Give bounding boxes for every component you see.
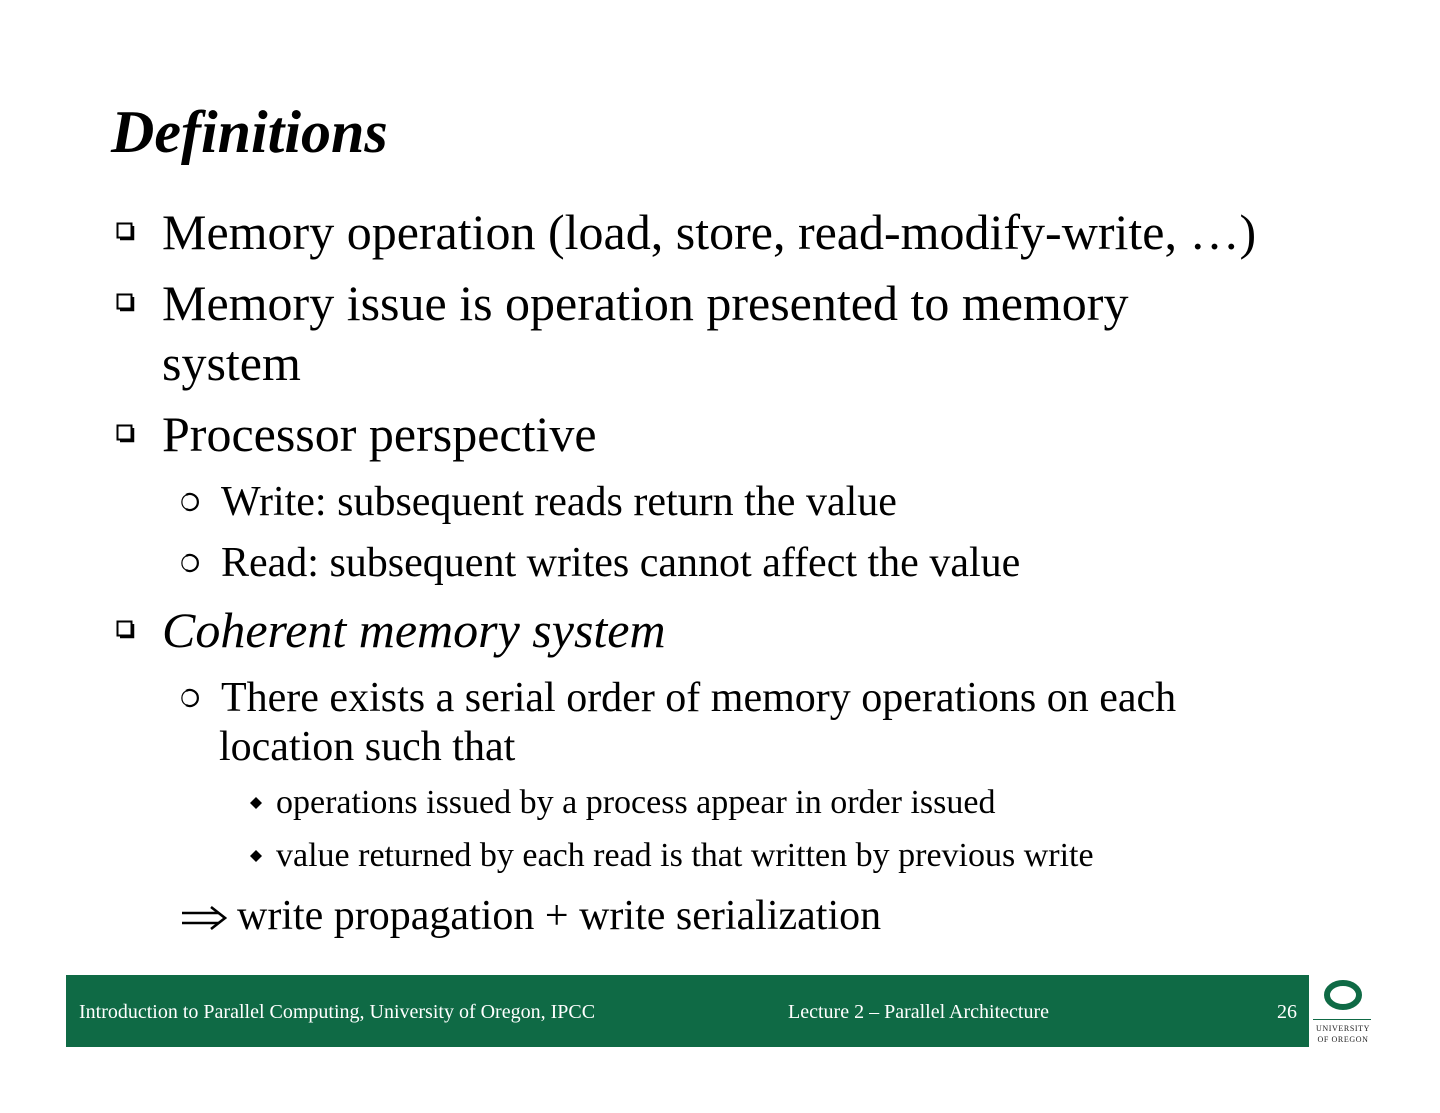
- sub-bullet-write: [221, 477, 897, 527]
- bullet-text: system: [162, 335, 301, 391]
- implies-arrow-icon: [181, 905, 227, 931]
- square-bullet-icon: [116, 620, 136, 640]
- footer-page-number: 26: [1277, 1001, 1297, 1023]
- bullet-processor-perspective: [162, 404, 597, 464]
- university-logo: [1310, 975, 1376, 1047]
- diamond-bullet-icon: [248, 795, 264, 811]
- sub-bullet-serial-order-continuation: [219, 722, 515, 772]
- bullet-text: Memory operation (load, store, read-modify-write, …): [162, 204, 1257, 260]
- circle-bullet-icon: [181, 687, 203, 709]
- circle-bullet-icon: [181, 491, 203, 513]
- logo-text-of-oregon: OF OREGON: [1317, 1035, 1369, 1044]
- sub-bullet-serial-order: [221, 673, 1176, 723]
- bullet-text: Read: subsequent writes cannot affect the value: [221, 540, 1021, 586]
- bullet-text: Write: subsequent reads return the value: [221, 479, 897, 525]
- square-bullet-icon: [116, 222, 136, 242]
- bullet-memory-operation: [162, 202, 1256, 262]
- slide-footer: [66, 975, 1309, 1047]
- logo-text-university: UNIVERSITY: [1316, 1024, 1370, 1033]
- square-bullet-icon: [116, 424, 136, 444]
- circle-bullet-icon: [181, 552, 203, 574]
- bullet-text: Processor perspective: [162, 406, 597, 462]
- bullet-text: Coherent memory system: [162, 602, 666, 658]
- sub-bullet-read: [221, 538, 1020, 588]
- bullet-memory-issue-continuation: [162, 333, 301, 393]
- bullet-text: operations issued by a process appear in order issued: [276, 784, 996, 821]
- implication-line: [181, 891, 881, 941]
- bullet-text: location such that: [219, 724, 516, 770]
- sub-sub-bullet-ops-in-order: [276, 783, 995, 823]
- oregon-o-icon: [1324, 980, 1362, 1010]
- implication-text: write propagation + write serialization: [237, 893, 882, 939]
- slide-title: Definitions: [111, 99, 388, 165]
- bullet-text: There exists a serial order of memory operations on each: [221, 675, 1177, 721]
- footer-course: Introduction to Parallel Computing, University of Oregon, IPCC: [79, 1001, 596, 1023]
- square-bullet-icon: [116, 293, 136, 313]
- footer-lecture: Lecture 2 – Parallel Architecture: [788, 1001, 1049, 1023]
- bullet-text: Memory issue is operation presented to memory: [162, 275, 1129, 331]
- diamond-bullet-icon: [248, 848, 264, 864]
- bullet-coherent-memory: [162, 600, 666, 660]
- bullet-memory-issue: [162, 273, 1128, 333]
- sub-sub-bullet-value-returned: [276, 836, 1094, 876]
- bullet-text: value returned by each read is that written by previous write: [276, 837, 1094, 874]
- logo-divider: [1313, 1019, 1371, 1020]
